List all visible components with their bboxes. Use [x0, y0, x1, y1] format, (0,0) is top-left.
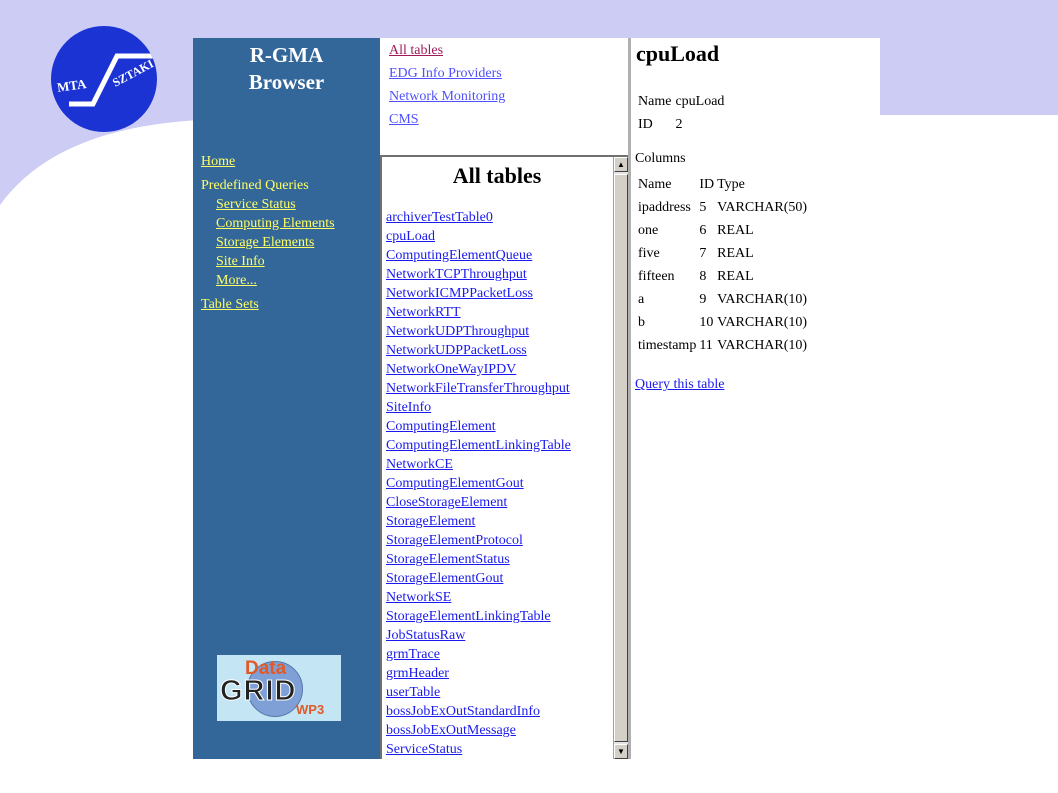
meta-id-value: 2 — [675, 117, 683, 132]
table-list-item[interactable]: StorageElement — [386, 514, 476, 529]
nav-link-more[interactable]: More... — [216, 273, 257, 288]
table-list-item[interactable]: bossJobExOutMessage — [386, 723, 516, 738]
col-type-cell: REAL — [717, 223, 754, 238]
meta-row-id — [638, 113, 728, 136]
nav-section-predefined-queries: Predefined Queries — [201, 178, 309, 193]
table-list — [386, 208, 571, 759]
columns-heading: Columns — [635, 151, 686, 166]
tab-network-monitoring[interactable]: Network Monitoring — [389, 89, 506, 104]
table-list-item[interactable]: SiteInfo — [386, 400, 432, 415]
table-list-item[interactable]: NetworkOneWayIPDV — [386, 362, 517, 377]
table-list-item[interactable]: NetworkUDPThroughput — [386, 324, 530, 339]
column-row — [638, 311, 810, 334]
table-list-item[interactable]: grmHeader — [386, 666, 449, 681]
tab-all-tables[interactable]: All tables — [389, 43, 444, 58]
scroll-thumb[interactable] — [614, 174, 628, 742]
col-type-cell: VARCHAR(50) — [717, 200, 808, 215]
category-frame — [380, 38, 628, 155]
scroll-up-arrow-icon[interactable]: ▲ — [614, 157, 628, 172]
table-list-item[interactable]: bossJobExOutStandardInfo — [386, 704, 540, 719]
column-row — [638, 196, 810, 219]
tab-cms[interactable]: CMS — [389, 112, 419, 127]
table-list-item[interactable]: CloseStorageElement — [386, 495, 508, 510]
table-list-item[interactable]: NetworkFileTransferThroughput — [386, 381, 570, 396]
col-id-cell: 6 — [699, 223, 707, 238]
table-list-item[interactable]: NetworkUDPPacketLoss — [386, 343, 527, 358]
col-name-cell: ipaddress — [638, 200, 691, 215]
col-id-cell: 9 — [699, 292, 707, 307]
table-list-item[interactable]: JobStatusRaw — [386, 628, 466, 643]
meta-row-name — [638, 90, 728, 113]
col-type-cell: VARCHAR(10) — [717, 292, 808, 307]
col-type-cell: VARCHAR(10) — [717, 315, 808, 330]
nav-frame — [193, 38, 380, 759]
column-row — [638, 265, 810, 288]
table-list-item[interactable]: archiverTestTable0 — [386, 210, 493, 225]
query-this-table-link[interactable]: Query this table — [635, 377, 725, 392]
col-id-cell: 11 — [699, 338, 713, 353]
column-row — [638, 334, 810, 357]
col-id-cell: 7 — [699, 246, 707, 261]
table-list-item[interactable]: ComputingElementQueue — [386, 248, 533, 263]
table-list-item[interactable]: NetworkICMPPacketLoss — [386, 286, 533, 301]
nav-link-service-status[interactable]: Service Status — [216, 197, 296, 212]
table-list-item[interactable]: ServiceStatus — [386, 742, 463, 757]
datagrid-logo-wp-text: WP3 — [296, 702, 325, 717]
nav-link-computing-elements[interactable]: Computing Elements — [216, 216, 335, 231]
col-id-cell: 5 — [699, 200, 707, 215]
meta-name-label: Name — [638, 94, 672, 109]
mta-sztaki-logo — [51, 26, 157, 132]
column-row — [638, 219, 810, 242]
app-title-line1: R-GMA — [249, 43, 324, 67]
col-id-cell: 10 — [699, 315, 714, 330]
table-list-item[interactable]: StorageElementGout — [386, 571, 504, 586]
meta-id-label: ID — [638, 117, 653, 132]
table-list-item[interactable]: ComputingElementGout — [386, 476, 524, 491]
logo-sztaki-text: SZTAKI — [110, 56, 156, 90]
table-list-frame — [380, 155, 628, 759]
table-list-item[interactable]: StorageElementStatus — [386, 552, 510, 567]
table-list-item[interactable]: ComputingElement — [386, 419, 496, 434]
nav-link-table-sets[interactable]: Table Sets — [201, 297, 259, 312]
scroll-down-arrow-icon[interactable]: ▼ — [614, 744, 628, 759]
table-list-item[interactable]: NetworkRTT — [386, 305, 461, 320]
col-header-id: ID — [699, 177, 715, 192]
table-list-scrollbar[interactable] — [613, 157, 628, 759]
table-list-item[interactable]: ComputingElementLinkingTable — [386, 438, 571, 453]
browser-frameset — [193, 38, 880, 759]
meta-name-value: cpuLoad — [675, 94, 725, 109]
col-name-cell: fifteen — [638, 269, 675, 284]
col-header-name: Name — [638, 177, 672, 192]
column-row — [638, 242, 810, 265]
table-list-item[interactable]: grmTrace — [386, 647, 440, 662]
columns-header-row — [638, 173, 810, 196]
app-title — [193, 42, 380, 96]
table-list-item[interactable]: userTable — [386, 685, 441, 700]
col-type-cell: REAL — [717, 246, 754, 261]
nav-menu — [201, 152, 376, 314]
column-row — [638, 288, 810, 311]
table-list-item[interactable]: NetworkSE — [386, 590, 452, 605]
table-detail-title: cpuLoad — [636, 41, 720, 66]
tab-edg-info-providers[interactable]: EDG Info Providers — [389, 66, 502, 81]
datagrid-logo-data-text: Data — [245, 658, 287, 679]
col-type-cell: VARCHAR(10) — [717, 338, 808, 353]
table-meta — [638, 90, 728, 136]
table-list-item[interactable]: cpuLoad — [386, 229, 435, 244]
nav-link-storage-elements[interactable]: Storage Elements — [216, 235, 315, 250]
col-header-type: Type — [717, 177, 745, 192]
nav-link-home[interactable]: Home — [201, 154, 236, 169]
logo-mta-text: MTA — [56, 76, 88, 95]
app-title-line2: Browser — [248, 70, 325, 94]
col-type-cell: REAL — [717, 269, 754, 284]
table-list-title: All tables — [452, 163, 542, 188]
columns-table — [638, 173, 810, 357]
datagrid-logo — [217, 655, 341, 721]
table-list-item[interactable]: NetworkCE — [386, 457, 453, 472]
table-list-item[interactable]: StorageElementProtocol — [386, 533, 523, 548]
col-name-cell: b — [638, 315, 645, 330]
col-name-cell: a — [638, 292, 645, 307]
col-name-cell: five — [638, 246, 660, 261]
table-list-item[interactable]: StorageElementLinkingTable — [386, 609, 551, 624]
nav-link-site-info[interactable]: Site Info — [216, 254, 265, 269]
col-name-cell: timestamp — [638, 338, 697, 353]
table-detail-frame — [631, 38, 880, 759]
datagrid-logo-grid-text: GRID — [220, 675, 297, 707]
col-name-cell: one — [638, 223, 659, 238]
col-id-cell: 8 — [699, 269, 707, 284]
table-list-item[interactable]: NetworkTCPThroughput — [386, 267, 527, 282]
